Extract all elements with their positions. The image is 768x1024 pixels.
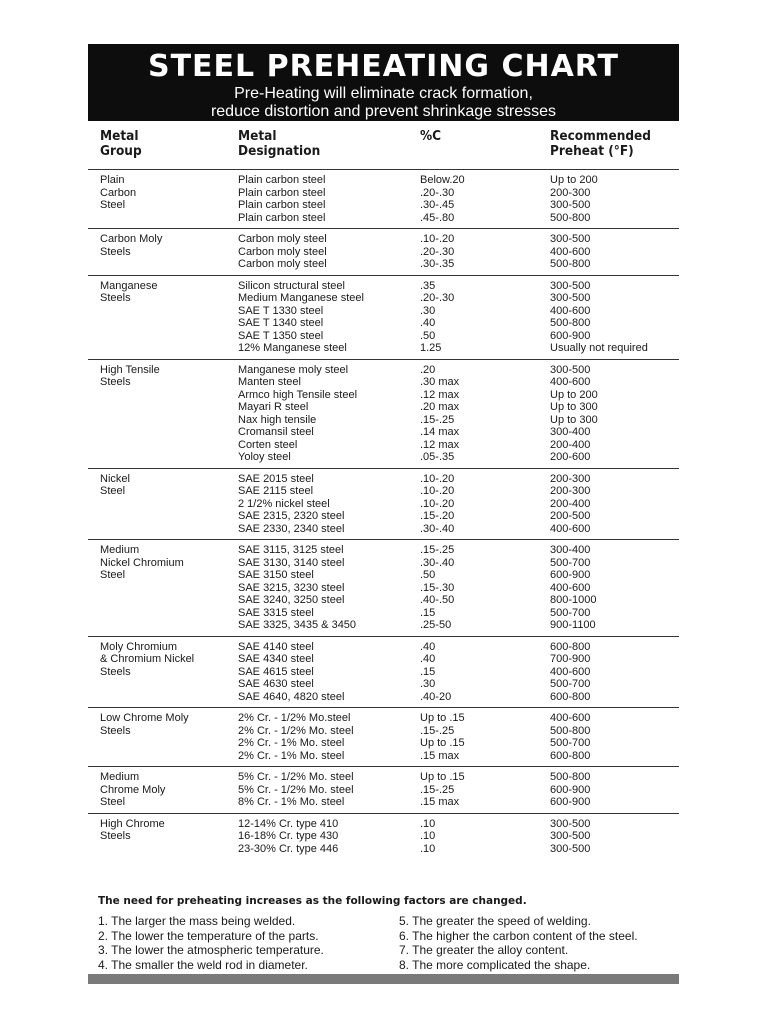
- carbon-percent-cell: .20 max: [420, 401, 460, 413]
- table-row: [88, 280, 679, 293]
- factor-item: 2. The lower the temperature of the parts.: [98, 928, 319, 943]
- metal-group-label: & Chromium Nickel: [100, 653, 195, 665]
- metal-designation-cell: 2% Cr. - 1% Mo. steel: [238, 737, 345, 749]
- preheat-cell: 300-400: [550, 544, 591, 556]
- table-row: [88, 569, 679, 582]
- metal-designation-cell: 2% Cr. - 1% Mo. steel: [238, 749, 345, 762]
- factor-item: 3. The lower the atmospheric temperature.: [98, 943, 324, 957]
- preheat-cell: 200-400: [550, 438, 591, 451]
- carbon-percent-cell: .30: [420, 678, 436, 690]
- factors-left-column: [98, 914, 324, 972]
- preheat-cell: 600-800: [550, 749, 591, 762]
- table-row: [88, 666, 679, 679]
- preheat-cell: 300-400: [550, 426, 591, 438]
- metal-group-section: [88, 707, 679, 766]
- metal-designation-cell: Corten steel: [238, 438, 298, 451]
- table-row: [88, 653, 679, 666]
- factor-item: 8. The more complicated the shape.: [399, 957, 591, 972]
- carbon-percent-cell: .15-.25: [420, 544, 455, 556]
- preheat-cell: Usually not required: [550, 342, 648, 354]
- metal-group-label: Low Chrome Moly: [100, 712, 189, 724]
- carbon-percent-cell: .10-.20: [420, 485, 455, 497]
- table-row: [88, 485, 679, 498]
- metal-designation-cell: Carbon moly steel: [238, 258, 327, 270]
- carbon-percent-cell: 1.25: [420, 342, 442, 354]
- metal-group-section: [88, 766, 679, 813]
- carbon-percent-cell: .15 max: [420, 749, 460, 762]
- metal-group-section: [88, 539, 679, 636]
- table-row: [88, 607, 679, 620]
- metal-group-label: Steels: [100, 376, 131, 388]
- metal-designation-cell: SAE T 1330 steel: [238, 304, 324, 317]
- preheat-cell: 200-500: [550, 510, 591, 522]
- metal-designation-cell: 12-14% Cr. type 410: [238, 817, 339, 830]
- carbon-percent-cell: .05-.35: [420, 451, 455, 463]
- factors-title: The need for preheating increases as the following factors are changed.: [98, 895, 527, 907]
- metal-designation-cell: SAE 4630 steel: [238, 678, 314, 690]
- metal-group-label: Steels: [100, 245, 131, 258]
- metal-group-label: Steel: [100, 485, 126, 497]
- metal-designation-cell: Armco high Tensile steel: [238, 388, 358, 401]
- header-carbon-percent: %C: [420, 128, 442, 144]
- table-row: [88, 750, 679, 763]
- carbon-percent-cell: .20-.30: [420, 245, 455, 258]
- factor-item: 5. The greater the speed of welding.: [399, 914, 591, 928]
- table-row: [88, 510, 679, 523]
- carbon-percent-cell: .40-20: [420, 690, 452, 703]
- metal-designation-cell: 5% Cr. - 1/2% Mo. steel: [238, 783, 354, 796]
- carbon-percent-cell: .15-.20: [420, 510, 455, 522]
- table-row: [88, 582, 679, 595]
- preheat-cell: 800-1000: [550, 594, 597, 606]
- preheat-cell: 400-600: [550, 376, 591, 388]
- metal-group-label: Nickel: [100, 472, 130, 485]
- metal-designation-cell: SAE 3130, 3140 steel: [238, 556, 345, 569]
- preheat-cell: 200-300: [550, 485, 591, 497]
- metal-group-section: [88, 228, 679, 275]
- metal-designation-cell: SAE 2315, 2320 steel: [238, 510, 345, 522]
- table-row: [88, 473, 679, 486]
- metal-group-label: Medium: [100, 544, 140, 556]
- table-row: [88, 174, 679, 187]
- preheat-cell: 600-900: [550, 783, 591, 796]
- table-row: [88, 364, 679, 377]
- table-row: [88, 712, 679, 725]
- table-row: [88, 342, 679, 355]
- table-row: [88, 691, 679, 704]
- preheat-cell: 300-500: [550, 292, 591, 304]
- metal-designation-cell: Plain carbon steel: [238, 186, 326, 199]
- metal-designation-cell: Nax high tensile: [238, 413, 317, 426]
- preheat-cell: 600-900: [550, 796, 591, 808]
- metal-designation-cell: Manganese moly steel: [238, 363, 349, 376]
- metal-designation-cell: 5% Cr. - 1/2% Mo. steel: [238, 771, 354, 783]
- carbon-percent-cell: .30 max: [420, 376, 460, 388]
- factor-item: 1. The larger the mass being welded.: [98, 914, 296, 928]
- preheat-cell: 300-500: [550, 842, 591, 855]
- metal-designation-cell: SAE 2015 steel: [238, 472, 314, 485]
- table-row: [88, 594, 679, 607]
- carbon-percent-cell: .30-.35: [420, 258, 455, 270]
- table-row: [88, 305, 679, 318]
- table-row: [88, 523, 679, 536]
- metal-group-label: Steel: [100, 569, 126, 581]
- carbon-percent-cell: .15-.25: [420, 783, 455, 796]
- carbon-percent-cell: Up to .15: [420, 712, 465, 724]
- metal-designation-cell: Manten steel: [238, 376, 301, 388]
- metal-group-label: Steels: [100, 724, 131, 737]
- carbon-percent-cell: .45-.80: [420, 211, 455, 224]
- table-row: [88, 376, 679, 389]
- header-recommended-preheat: Recommended Preheat (°F): [550, 128, 651, 159]
- table-row: [88, 426, 679, 439]
- preheat-cell: 400-600: [550, 712, 591, 724]
- preheat-cell: 300-500: [550, 817, 591, 830]
- carbon-percent-cell: .20-.30: [420, 292, 455, 304]
- metal-group-label: Steels: [100, 665, 131, 678]
- metal-group-label: Carbon Moly: [100, 233, 163, 245]
- preheat-cell: 400-600: [550, 581, 591, 594]
- bottom-rule: [88, 974, 679, 984]
- preheat-cell: Up to 300: [550, 413, 598, 426]
- metal-group-section: [88, 359, 679, 468]
- metal-group-label: Steel: [100, 199, 126, 211]
- preheat-cell: 200-400: [550, 497, 591, 510]
- table-row: [88, 619, 679, 632]
- preheat-cell: 500-700: [550, 678, 591, 690]
- factors-section: [98, 894, 678, 972]
- carbon-percent-cell: .30-.40: [420, 522, 455, 535]
- metal-group-label: Steel: [100, 796, 126, 808]
- preheat-cell: 600-800: [550, 640, 591, 653]
- preheat-cell: 300-500: [550, 233, 591, 245]
- carbon-percent-cell: Below.20: [420, 174, 465, 186]
- preheat-cell: 900-1100: [550, 619, 596, 631]
- carbon-percent-cell: .15: [420, 606, 436, 619]
- table-row: [88, 678, 679, 691]
- preheat-cell: 600-900: [550, 569, 591, 581]
- carbon-percent-cell: Up to .15: [420, 737, 465, 749]
- carbon-percent-cell: Up to .15: [420, 771, 465, 783]
- table-row: [88, 818, 679, 831]
- metal-designation-cell: SAE 4140 steel: [238, 640, 314, 653]
- metal-group-section: [88, 468, 679, 540]
- preheat-cell: 600-900: [550, 329, 591, 342]
- preheat-cell: 500-800: [550, 317, 591, 329]
- preheat-cell: 200-300: [550, 186, 591, 199]
- table-row: [88, 187, 679, 200]
- metal-designation-cell: 16-18% Cr. type 430: [238, 830, 339, 842]
- metal-group-label: Steels: [100, 292, 131, 304]
- table-row: [88, 737, 679, 750]
- carbon-percent-cell: .30-.40: [420, 556, 455, 569]
- subtitle-line-2: reduce distortion and prevent shrinkage stresses: [210, 103, 557, 120]
- metal-designation-cell: SAE 4340 steel: [238, 653, 314, 665]
- metal-group-label: Moly Chromium: [100, 640, 178, 653]
- carbon-percent-cell: .30-.45: [420, 199, 455, 211]
- factor-item: 7. The greater the alloy content.: [399, 943, 569, 957]
- table-row: [88, 796, 679, 809]
- metal-designation-cell: SAE 2115 steel: [238, 485, 314, 497]
- metal-designation-cell: 23-30% Cr. type 446: [238, 842, 339, 855]
- carbon-percent-cell: .15-.25: [420, 724, 455, 737]
- factors-list: [98, 914, 678, 972]
- table-row: [88, 401, 679, 414]
- preheat-cell: Up to 200: [550, 388, 598, 401]
- carbon-percent-cell: .40: [420, 653, 436, 665]
- preheat-cell: 200-300: [550, 472, 591, 485]
- table-row: [88, 212, 679, 225]
- preheat-cell: 500-800: [550, 771, 591, 783]
- metal-designation-cell: Carbon moly steel: [238, 245, 327, 258]
- factor-item: 6. The higher the carbon content of the steel.: [399, 928, 638, 943]
- factors-right-column: [399, 914, 638, 972]
- metal-group-section: [88, 813, 679, 860]
- table-row: [88, 725, 679, 738]
- carbon-percent-cell: .10-.20: [420, 497, 455, 510]
- metal-designation-cell: Medium Manganese steel: [238, 292, 364, 304]
- metal-group-label: Nickel Chromium: [100, 556, 184, 569]
- metal-designation-cell: 2% Cr. - 1/2% Mo.steel: [238, 712, 351, 724]
- preheat-cell: 300-500: [550, 279, 591, 292]
- subtitle-line-1: Pre-Heating will eliminate crack formation,: [234, 85, 533, 102]
- carbon-percent-cell: .25-50: [420, 619, 452, 631]
- table-row: [88, 330, 679, 343]
- preheat-cell: 400-600: [550, 665, 591, 678]
- carbon-percent-cell: .10: [420, 842, 436, 855]
- preheat-cell: 500-700: [550, 556, 591, 569]
- table-row: [88, 830, 679, 843]
- preheat-cell: 600-800: [550, 690, 591, 703]
- table-row: [88, 784, 679, 797]
- preheat-cell: Up to 200: [550, 174, 598, 186]
- metal-designation-cell: Silicon structural steel: [238, 279, 345, 292]
- carbon-percent-cell: .40: [420, 317, 436, 329]
- metal-designation-cell: SAE 3215, 3230 steel: [238, 581, 345, 594]
- carbon-percent-cell: .30: [420, 304, 436, 317]
- table-row: [88, 292, 679, 305]
- metal-designation-cell: SAE 3115, 3125 steel: [238, 544, 344, 556]
- carbon-percent-cell: .50: [420, 329, 436, 342]
- preheat-cell: 300-500: [550, 363, 591, 376]
- table-row: [88, 246, 679, 259]
- header-metal-designation: Metal Designation: [238, 128, 321, 159]
- carbon-percent-cell: .10-.20: [420, 233, 455, 245]
- table-row: [88, 199, 679, 212]
- preheat-cell: 500-800: [550, 258, 591, 270]
- metal-group-label: Plain: [100, 174, 125, 186]
- carbon-percent-cell: .15-.30: [420, 581, 455, 594]
- chart-title: STEEL PREHEATING CHART: [147, 49, 620, 84]
- carbon-percent-cell: .40: [420, 640, 436, 653]
- carbon-percent-cell: .15 max: [420, 796, 460, 808]
- carbon-percent-cell: .35: [420, 279, 436, 292]
- carbon-percent-cell: .20-.30: [420, 186, 455, 199]
- preheat-cell: 300-500: [550, 830, 591, 842]
- table-row: [88, 544, 679, 557]
- metal-designation-cell: Cromansil steel: [238, 426, 314, 438]
- metal-designation-cell: SAE T 1350 steel: [238, 329, 324, 342]
- table-row: [88, 498, 679, 511]
- preheat-cell: Up to 300: [550, 401, 598, 413]
- preheat-cell: 500-800: [550, 724, 591, 737]
- preheat-cell: 400-600: [550, 522, 591, 535]
- metal-designation-cell: Plain carbon steel: [238, 211, 326, 224]
- metal-designation-cell: SAE 3150 steel: [238, 569, 314, 581]
- metal-group-label: Steels: [100, 830, 131, 842]
- metal-group-section: [88, 636, 679, 708]
- metal-group-section: [88, 275, 679, 359]
- metal-group-label: Chrome Moly: [100, 783, 166, 796]
- metal-designation-cell: SAE 3315 steel: [238, 606, 314, 619]
- metal-group-label: High Tensile: [100, 363, 160, 376]
- table-row: [88, 258, 679, 271]
- metal-group-section: [88, 169, 679, 228]
- metal-group-label: High Chrome: [100, 817, 165, 830]
- carbon-percent-cell: .10: [420, 830, 436, 842]
- preheat-cell: 400-600: [550, 245, 591, 258]
- metal-designation-cell: SAE 4640, 4820 steel: [238, 690, 345, 703]
- carbon-percent-cell: .12 max: [420, 388, 460, 401]
- metal-designation-cell: Mayari R steel: [238, 401, 309, 413]
- table-row: [88, 414, 679, 427]
- metal-designation-cell: 2% Cr. - 1/2% Mo. steel: [238, 724, 354, 737]
- carbon-percent-cell: .15: [420, 665, 436, 678]
- table-row: [88, 233, 679, 246]
- table-row: [88, 843, 679, 856]
- carbon-percent-cell: .50: [420, 569, 436, 581]
- table-row: [88, 641, 679, 654]
- header-metal-group: Metal Group: [100, 128, 142, 159]
- metal-designation-cell: Yoloy steel: [238, 451, 291, 463]
- table-row: [88, 451, 679, 464]
- metal-designation-cell: SAE 4615 steel: [238, 665, 314, 678]
- carbon-percent-cell: .10-.20: [420, 472, 455, 485]
- preheat-cell: 500-800: [550, 211, 591, 224]
- table-body: [88, 169, 679, 859]
- metal-designation-cell: 12% Manganese steel: [238, 342, 347, 354]
- table-row: [88, 389, 679, 402]
- preheating-chart: [88, 44, 679, 859]
- metal-designation-cell: SAE 3240, 3250 steel: [238, 594, 345, 606]
- metal-designation-cell: Carbon moly steel: [238, 233, 327, 245]
- table-row: [88, 317, 679, 330]
- preheat-cell: 400-600: [550, 304, 591, 317]
- preheat-cell: 500-700: [550, 737, 591, 749]
- preheat-cell: 300-500: [550, 199, 591, 211]
- carbon-percent-cell: .10: [420, 817, 436, 830]
- metal-group-label: Medium: [100, 771, 140, 783]
- metal-designation-cell: 8% Cr. - 1% Mo. steel: [238, 796, 345, 808]
- metal-designation-cell: SAE 3325, 3435 & 3450: [238, 619, 357, 631]
- metal-group-label: Carbon: [100, 186, 137, 199]
- table-row: [88, 557, 679, 570]
- preheat-cell: 700-900: [550, 653, 591, 665]
- metal-designation-cell: SAE T 1340 steel: [238, 317, 324, 329]
- carbon-percent-cell: .20: [420, 363, 436, 376]
- preheat-cell: 200-600: [550, 451, 591, 463]
- title-banner: [88, 44, 679, 121]
- table-row: [88, 771, 679, 784]
- metal-designation-cell: Plain carbon steel: [238, 199, 326, 211]
- table-row: [88, 439, 679, 452]
- preheat-cell: 500-700: [550, 606, 591, 619]
- carbon-percent-cell: .14 max: [420, 426, 460, 438]
- table-header: [88, 121, 679, 169]
- metal-group-label: Manganese: [100, 279, 158, 292]
- carbon-percent-cell: .40-.50: [420, 594, 455, 606]
- metal-designation-cell: 2 1/2% nickel steel: [238, 497, 330, 510]
- carbon-percent-cell: .12 max: [420, 438, 460, 451]
- metal-designation-cell: SAE 2330, 2340 steel: [238, 522, 345, 535]
- carbon-percent-cell: .15-.25: [420, 413, 455, 426]
- metal-designation-cell: Plain carbon steel: [238, 174, 326, 186]
- factor-item: 4. The smaller the weld rod in diameter.: [98, 957, 308, 972]
